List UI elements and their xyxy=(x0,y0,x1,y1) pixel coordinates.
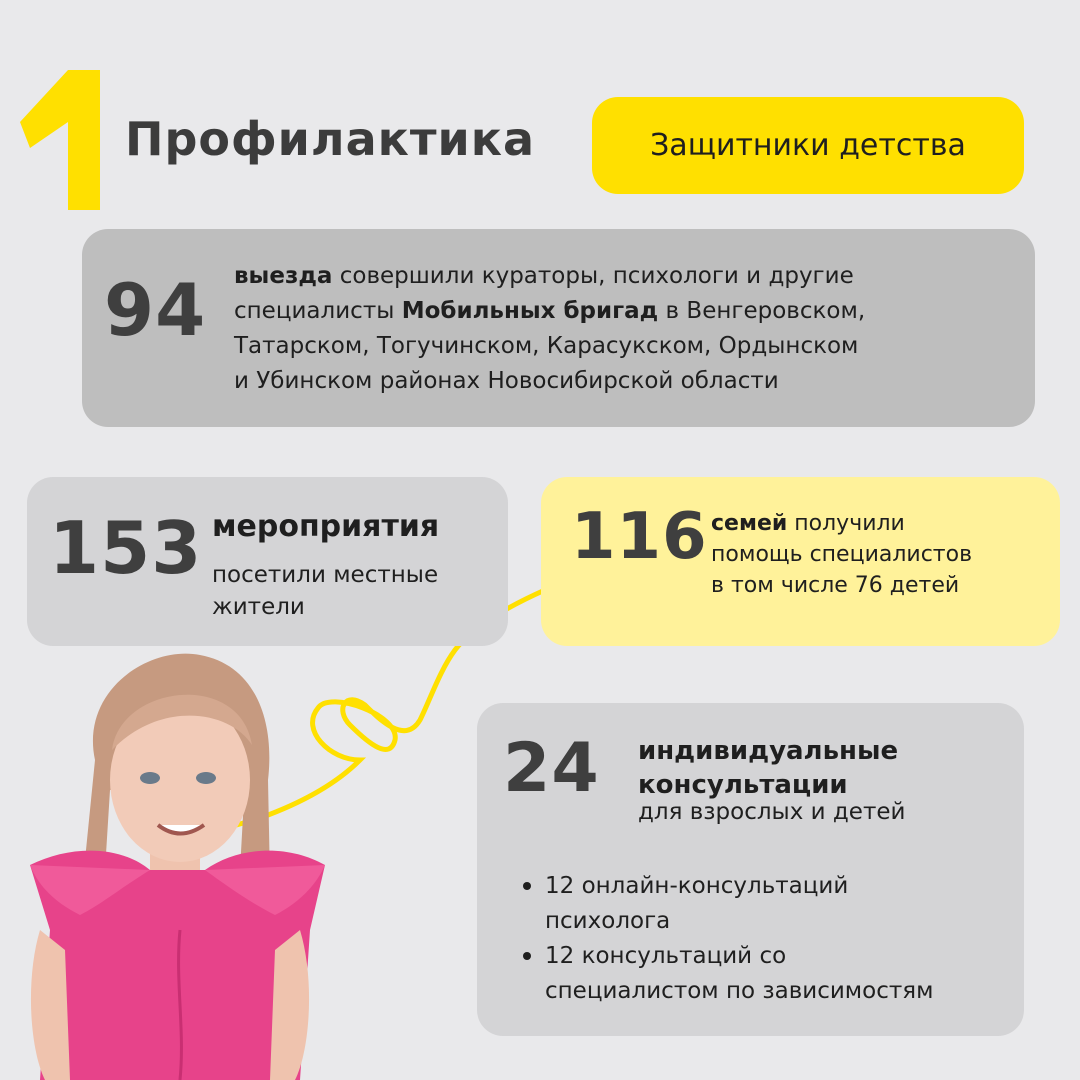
consultations-card xyxy=(477,703,1024,1036)
list-item xyxy=(523,869,933,939)
list-item-line-2: психолога xyxy=(545,908,671,934)
child-photo xyxy=(0,630,330,1080)
trips-description xyxy=(234,259,865,399)
consultations-heading-2: консультации xyxy=(638,770,848,800)
families-text-2: помощь специалистов xyxy=(711,542,973,567)
org-badge xyxy=(592,97,1024,194)
families-lead: семей xyxy=(711,511,788,536)
org-badge-label: Защитники детства xyxy=(650,128,966,163)
trips-text-2a: специалисты xyxy=(234,298,402,324)
families-count: 116 xyxy=(571,500,708,574)
families-card xyxy=(541,477,1060,646)
trips-lead: выезда xyxy=(234,263,333,289)
list-item xyxy=(523,939,933,1009)
list-item-line-1: 12 консультаций со xyxy=(545,943,787,969)
trips-card xyxy=(82,229,1035,427)
events-count: 153 xyxy=(49,506,203,590)
events-sub-1: посетили местные xyxy=(212,562,439,588)
consultations-heading-1: индивидуальные xyxy=(638,736,899,766)
trips-text-2-bold: Мобильных бригад xyxy=(401,298,659,324)
trips-count: 94 xyxy=(104,268,207,352)
list-item-line-2: специалистом по зависимостям xyxy=(545,978,934,1004)
consultations-list xyxy=(523,869,933,1009)
trips-text-3: Татарском, Тогучинском, Карасукском, Ордынском xyxy=(234,333,859,359)
events-card xyxy=(27,477,508,646)
events-description xyxy=(212,559,438,623)
families-text-1: получили xyxy=(787,511,905,536)
trips-text-4: и Убинском районах Новосибирской области xyxy=(234,368,779,394)
trips-text-2b: в Венгеровском, xyxy=(658,298,866,324)
events-heading: мероприятия xyxy=(212,509,440,544)
section-number-graphic xyxy=(20,70,100,210)
page-title: Профилактика xyxy=(125,112,536,166)
families-text-3: в том числе 76 детей xyxy=(711,573,960,598)
families-description xyxy=(711,508,972,601)
trips-text-1: совершили кураторы, психологи и другие xyxy=(332,263,854,289)
events-sub-2: жители xyxy=(212,594,305,620)
consultations-heading xyxy=(638,734,898,802)
consultations-sub: для взрослых и детей xyxy=(638,799,906,825)
consultations-count: 24 xyxy=(503,729,600,808)
list-item-line-1: 12 онлайн-консультаций xyxy=(545,873,849,899)
